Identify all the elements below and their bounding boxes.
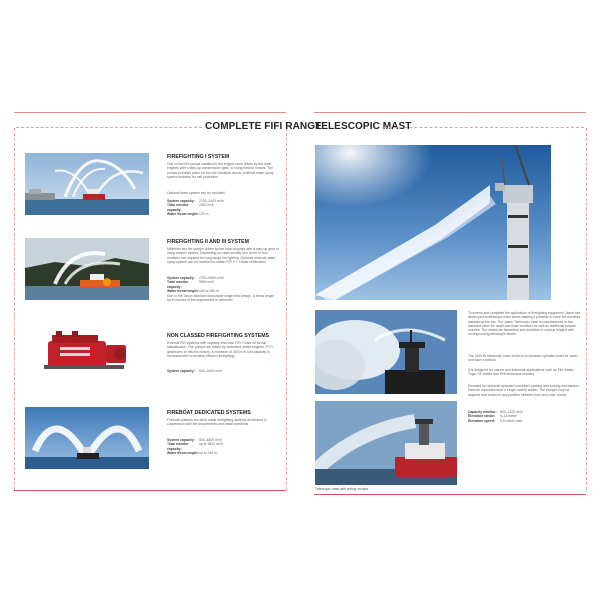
spec-row: System capacity: 600–2400 m³/h — [167, 369, 222, 373]
section-text-fifi-1: One or two fire pumps installed in the engine room driven by the main engines with a step-up transmission gear, or using electric motors. The pumps provides water for two fire monitors and an external water spray system installed for self protection. — [167, 162, 274, 179]
left-page-title: COMPLETE FIFI RANGE — [205, 121, 322, 132]
fireboat-photo — [25, 153, 149, 215]
right-top-rule — [314, 112, 586, 113]
mast-paragraph-1: To extend and complete the application of firefighting equipment Jason has developed a telescopic mast series making it possible to have fire monitors installed at the top. The Jason Telescopic mast is manufactured in two standard sizes for water and foam monitors as well as additional powder nozzles. The masts are fabricated and available in various lengths with corresponding telescopic stroke. — [468, 311, 581, 337]
spec-table-fifi-1 — [167, 199, 224, 217]
section-title-fifi-2-3: FIREFIGHTING II AND III SYSTEM — [167, 239, 249, 245]
left-inner-guide — [286, 128, 287, 490]
left-top-rule — [14, 112, 286, 113]
spec-row: Elevation stroke: 5–15 meter — [468, 414, 518, 419]
spec-row: System capacity: 7200–9600 m³/h — [167, 276, 224, 280]
spec-table-fireboat — [167, 438, 223, 456]
section-title-fireboat: FIREBOAT DEDICATED SYSTEMS — [167, 410, 251, 416]
section-note-fifi-1: Optional foam system can be included — [167, 191, 225, 195]
section-title-non-classed: NON CLASSED FIREFIGHTING SYSTEMS — [167, 333, 270, 339]
spec-row: Water throw length: up to 240 m — [167, 451, 217, 456]
spec-row: System capacity: 600–4800 m³/h — [167, 438, 222, 442]
section-text-non-classed: External FiFi systems with capacity less than FiFi I have no formal classification. Fire pumps are driven by dedicated diesel engines, PTO gearboxes or electric motors. A minimum of 300 m³/h unit capacity is recommended to achieve efficient firefighting. — [167, 341, 273, 358]
spec-row: Total monitor capacity: 2400 m³/h — [167, 203, 215, 212]
left-title-dash — [16, 127, 202, 128]
fireboat-display-photo — [25, 407, 149, 469]
spec-row: Elevation speed: 0,5 m/min max — [468, 418, 523, 423]
right-margin-guide — [586, 128, 587, 490]
mast-spray-photo — [315, 310, 457, 394]
section-text-fireboat: Fireboat systems are tailor made firefighting systems developed in cooperation with the departments and naval architects. — [167, 418, 267, 427]
spec-table-non-classed — [167, 369, 222, 373]
spec-table-fifi-2-3 — [167, 276, 224, 294]
mast-paragraph-3: It is designed for marine and industrial applications such as Fire Boats, Tugs, Oil Jetties and Petrochemical Industry. — [468, 368, 575, 377]
section-extra-fifi-2-3: Due to the Jason Monitors favourable single flow design, a throw length far in excess of the requirement is achieved. — [167, 294, 275, 303]
left-margin-guide — [14, 128, 15, 490]
spec-row: Water throw length: 120 m — [167, 212, 209, 217]
mast-paragraph-2: The JASON telescopic mast series is a hydraulic operated mast for water and foam monitors. — [468, 354, 578, 363]
mast-paragraph-4: Elevated by hydraulic operated combined parking and locking mechanism. Remote controlled from a single control switch. The plunger may be stopped and locked in any position between zero and max. stroke. — [468, 384, 580, 397]
spec-row: System capacity: 2700–2400 m³/h — [167, 199, 224, 203]
right-title-dash — [384, 127, 584, 128]
right-bottom-rule — [314, 494, 586, 495]
section-title-fifi-1: FIREFIGHTING I SYSTEM — [167, 154, 230, 160]
fire-pump-engine-photo — [38, 327, 134, 379]
left-bottom-rule — [14, 490, 286, 491]
spec-row: Total monitor capacity: 9600 m³/h — [167, 280, 215, 289]
right-page-title: TELESCOPIC MAST — [315, 121, 412, 132]
spec-row: Water throw length: 180 to 180 m — [167, 289, 219, 294]
photo-caption: Telescopic mast with jet/fog monitor — [315, 487, 369, 491]
mast-spec-table — [468, 410, 523, 423]
telescopic-mast-photo — [315, 145, 551, 300]
vessel-fire-photo — [25, 238, 149, 300]
vessel-mast-photo — [315, 401, 457, 485]
spec-row: Total monitor capacity: up to 3600 m³/h — [167, 442, 223, 451]
section-text-fifi-2-3: Minimum two fire pumps driven by the main engines with a step-up gear or using electric motors. Depending on class society two, three or four monitors are required for long range fire fighting. Optional external water spray system can be installed to obtain FiFi II + I class notification. — [167, 247, 279, 264]
spec-row: Capacity monitor: 600–1200 m³/h — [468, 410, 523, 414]
